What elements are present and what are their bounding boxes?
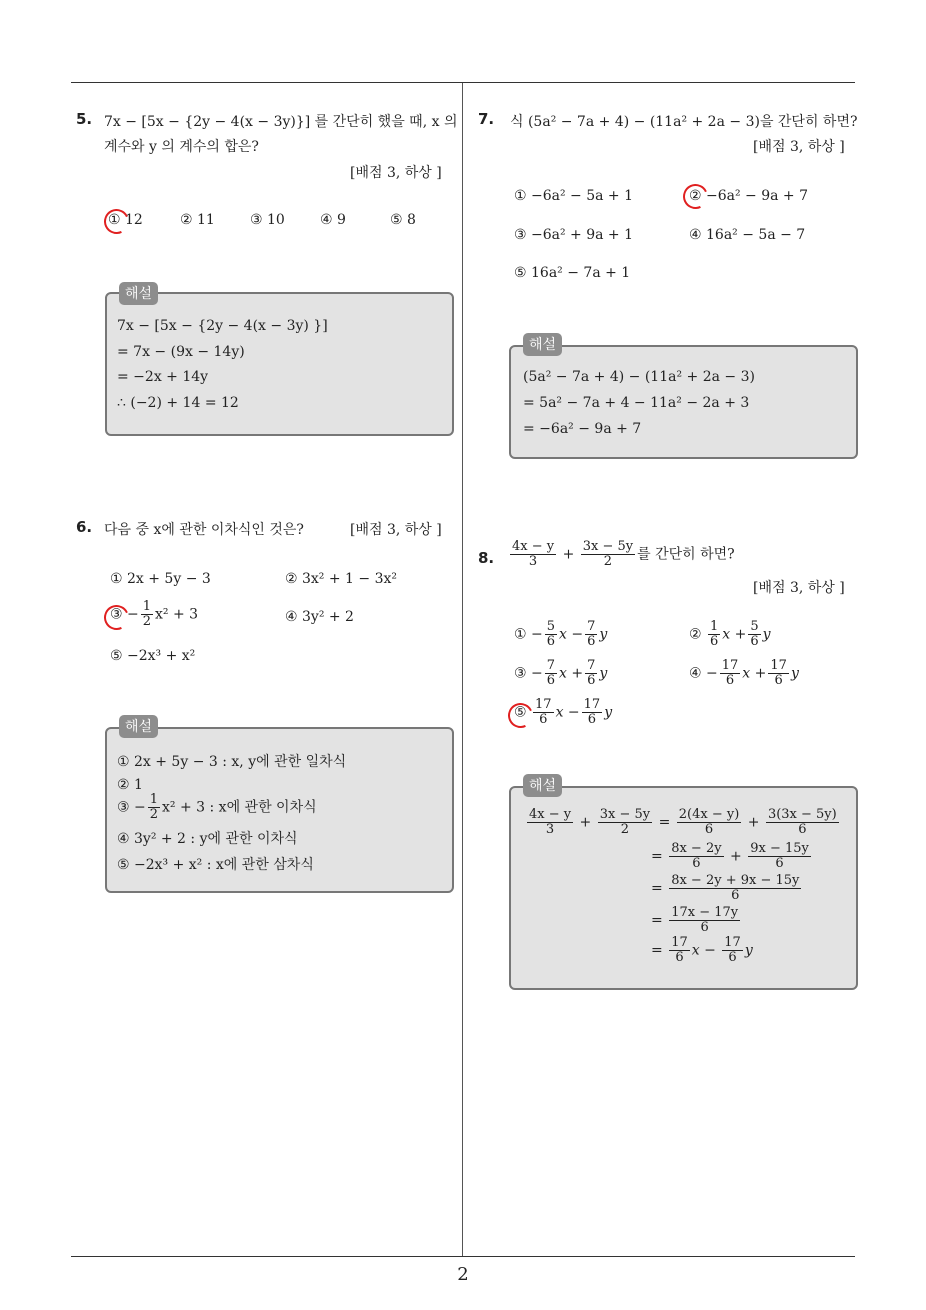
solution-line: ∴ (−2) + 14 = 12 [117,395,239,411]
solution-line: $\frac{4x - y}{3}$ + $\frac{3x - 5y}{2}$ = $\frac{2(4x - y)}{6}$ + $\frac{3(3x - 5y)}{6}$ [529,807,837,837]
solution-line: = $\frac{17}{6}$ x − $\frac{17}{6}$ y [651,935,753,965]
solution-box [509,345,858,459]
question-text: 7x − [5x − {2y − 4(x − 3y)}] 를 간단히 했을 때, x 의 [104,114,458,130]
question-text: 식 (5a² − 7a + 4) − (11a² + 2a − 3)을 간단히 하면? [510,114,858,130]
score-meta: [배점 3, 하상 ] [753,580,845,596]
choice-4[interactable]: ④ − $\frac{17}{6}$ x + $\frac{17}{6}$ y [689,658,799,688]
solution-line: ① 2x + 5y − 3 : x, y에 관한 일차식 [117,754,347,770]
solution-line: = 7x − (9x − 14y) [117,344,245,360]
choice-1[interactable]: ① 2x + 5y − 3 [110,571,211,587]
choice-2[interactable]: ② $\frac{1}{6}$ x + $\frac{5}{6}$ y [689,619,771,649]
solution-line: = $\frac{8x - 2y + 9x - 15y}{6}$ [651,873,800,903]
choice-3[interactable]: ③ 10 [250,212,285,228]
solution-line: 7x − [5x − {2y − 4(x − 3y) }] [117,318,328,334]
choice-5[interactable]: ⑤ 16a² − 7a + 1 [514,265,631,281]
choice-2[interactable]: ② −6a² − 9a + 7 [689,188,809,204]
solution-line: ② 1 [117,777,143,793]
question-text: $\frac{4x - y}{3}$ + $\frac{3x - 5y}{2}$ 를 간단히 하면? [512,539,735,569]
choice-4[interactable]: ④ 16a² − 5a − 7 [689,227,806,243]
solution-line: ③ − $\frac{1}{2}$ x² + 3 : x에 관한 이차식 [117,792,317,822]
choice-5[interactable]: ⑤ −2x³ + x² [110,648,196,664]
choice-3[interactable]: ③ − $\frac{7}{6}$ x + $\frac{7}{6}$ y [514,658,608,688]
solution-line: = $\frac{8x - 2y}{6}$ + $\frac{9x - 15y}{6}$ [651,841,809,871]
top-rule [71,82,855,83]
choice-5[interactable]: ⑤ 8 [390,212,416,228]
score-meta: [배점 3, 하상 ] [350,165,442,181]
answer-mark-icon [100,205,132,237]
solution-line: = 5a² − 7a + 4 − 11a² − 2a + 3 [523,395,750,411]
choice-label: ③ [110,606,123,623]
solution-tag: 해설 [119,715,158,738]
question-number: 8. [478,549,495,567]
bottom-rule [71,1256,855,1257]
solution-line: = $\frac{17x - 17y}{6}$ [651,905,739,935]
score-meta: [배점 3, 하상 ] [350,522,442,538]
solution-box [105,292,454,436]
solution-line: = −2x + 14y [117,369,209,385]
solution-box [105,727,454,893]
choice-4[interactable]: ④ 3y² + 2 [285,609,354,625]
question-number: 6. [76,518,93,536]
column-divider [462,83,463,1257]
question-number: 7. [478,110,495,128]
choice-2[interactable]: ② 11 [180,212,215,228]
score-meta: [배점 3, 하상 ] [753,139,845,155]
choice-3[interactable]: ③ − $\frac{1}{2}$ x² + 3 [110,599,199,629]
solution-tag: 해설 [523,333,562,356]
choice-1[interactable]: ① − $\frac{5}{6}$ x − $\frac{7}{6}$ y [514,619,608,649]
choice-2[interactable]: ② 3x² + 1 − 3x² [285,571,397,587]
choice-1[interactable]: ① −6a² − 5a + 1 [514,188,634,204]
fraction: $\frac{1}{2}$ [142,599,152,629]
choice-1[interactable]: ① 12 [108,212,143,228]
choice-3[interactable]: ③ −6a² + 9a + 1 [514,227,634,243]
question-number: 5. [76,110,93,128]
solution-tag: 해설 [523,774,562,797]
question-text: 다음 중 x에 관한 이차식인 것은? [104,522,304,538]
solution-tag: 해설 [119,282,158,305]
choice-5[interactable]: ⑤ $\frac{17}{6}$ x − $\frac{17}{6}$ y [514,697,613,727]
solution-line: = −6a² − 9a + 7 [523,421,642,437]
solution-line: ④ 3y² + 2 : y에 관한 이차식 [117,831,298,847]
question-text: 계수와 y 의 계수의 합은? [104,139,259,155]
solution-line: (5a² − 7a + 4) − (11a² + 2a − 3) [523,369,755,385]
answer-mark-icon [679,180,711,212]
page-number: 2 [457,1264,469,1285]
solution-box [509,786,858,990]
solution-line: ⑤ −2x³ + x² : x에 관한 삼차식 [117,857,314,873]
choice-4[interactable]: ④ 9 [320,212,346,228]
